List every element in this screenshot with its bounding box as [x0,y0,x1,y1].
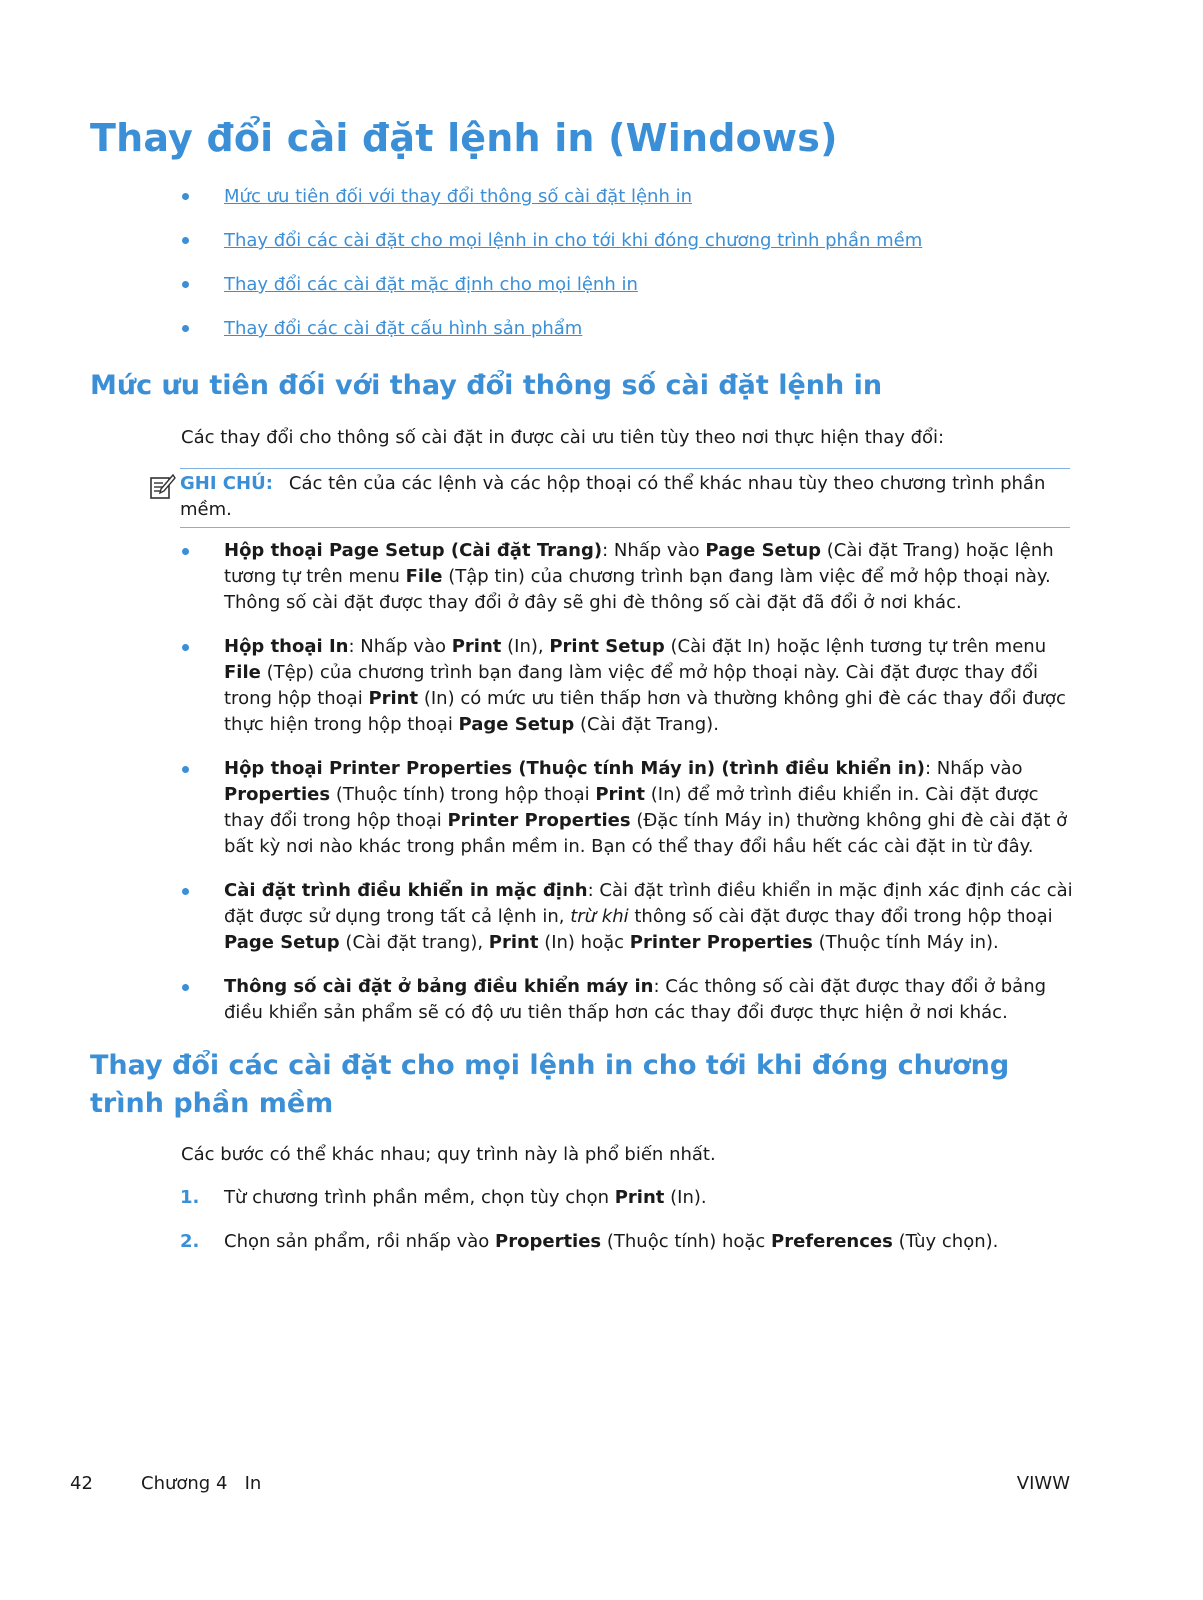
text-run: : Nhấp vào [602,540,706,561]
text-run: (In) để mở trình điều khiển in. Cài đặt được thay đổi trong hộp thoại [224,784,1039,831]
toc-item [180,229,922,273]
text-run: thông số cài đặt được thay đổi trong hộp thoại [628,906,1053,927]
step-number: 1. [180,1187,200,1208]
bullet-icon [182,644,189,651]
page-number: 42 [70,1473,93,1494]
section-intro: Các bước có thể khác nhau; quy trình này là phổ biến nhất. [181,1144,716,1165]
text-run: (Cài đặt trang), [339,932,489,953]
note-box [180,468,1070,528]
item-lead: Thông số cài đặt ở bảng điều khiển máy in [224,976,654,997]
toc-item [180,185,922,229]
priority-item [180,756,1075,860]
step-item [180,1185,998,1229]
section-heading-change-settings: Thay đổi các cài đặt cho mọi lệnh in cho tới khi đóng chương trình phần mềm [90,1050,1010,1119]
bullet-icon [182,984,189,991]
step-item [180,1229,998,1273]
bold-term: Properties [495,1231,602,1252]
bullet-icon [182,888,189,895]
text-run: (Tùy chọn). [892,1231,999,1252]
toc-link[interactable]: Thay đổi các cài đặt mặc định cho mọi lệnh in [224,274,638,295]
bold-term: Print Setup [549,636,665,657]
priority-list [180,538,1075,1044]
bold-term: Page Setup [458,714,575,735]
text-run: (Đặc tính Máy in) thường không ghi đè cài đặt ở bất kỳ nơi nào khác trong phần mềm in. Bạn có thể thay đổi hầu hết các cài đặt in từ đây. [224,810,1068,857]
text-run: (Thuộc tính) trong hộp thoại [330,784,596,805]
text-run: (Cài đặt Trang). [574,714,719,735]
bold-term: Print [451,636,502,657]
chapter-label: Chương 4 In [141,1473,262,1494]
bold-term: Print [595,784,646,805]
priority-item [180,878,1075,956]
text-run: (In) hoặc [538,932,630,953]
steps-list [180,1185,998,1273]
item-lead: Hộp thoại Page Setup (Cài đặt Trang) [224,540,603,561]
bullet-icon [182,548,189,555]
bold-term: Print [614,1187,665,1208]
toc-link[interactable]: Thay đổi các cài đặt cấu hình sản phẩm [224,318,583,339]
text-run: (In). [664,1187,707,1208]
text-run: Chọn sản phẩm, rồi nhấp vào [224,1231,496,1252]
item-lead: Hộp thoại Printer Properties (Thuộc tính Máy in) (trình điều khiển in) [224,758,925,779]
bold-term: Page Setup [224,932,340,953]
toc-link[interactable]: Thay đổi các cài đặt cho mọi lệnh in cho tới khi đóng chương trình phần mềm [224,230,923,251]
toc-item [180,273,922,317]
bold-term: Properties [224,784,331,805]
text-run: : Nhấp vào [348,636,452,657]
text-run: : Các thông số cài đặt được thay đổi ở bảng điều khiển sản phẩm sẽ có độ ưu tiên thấp hơn các thay đổi được thực hiện ở nơi khác. [224,976,1047,1023]
bold-term: File [405,566,443,587]
bullet-icon [182,325,189,332]
table-of-contents [180,185,922,361]
footer-right: VIWW [1016,1473,1070,1494]
step-number: 2. [180,1231,200,1252]
page-title: Thay đổi cài đặt lệnh in (Windows) [90,116,838,160]
bullet-icon [182,237,189,244]
item-lead: Hộp thoại In [224,636,349,657]
text-run: (Thuộc tính Máy in). [812,932,999,953]
section-heading-priority: Mức ưu tiên đối với thay đổi thông số cài đặt lệnh in [90,370,883,401]
priority-item [180,538,1075,616]
note-label: GHI CHÚ: [180,473,273,494]
text-run: (Cài đặt In) hoặc lệnh tương tự trên menu [664,636,1047,657]
text-run: (In) có mức ưu tiên thấp hơn và thường không ghi đè các thay đổi được thực hiện trong hộp thoại [224,688,1066,735]
item-lead: Cài đặt trình điều khiển in mặc định [224,880,588,901]
toc-item [180,317,922,361]
bold-term: Printer Properties [629,932,813,953]
text-run: : Nhấp vào [925,758,1023,779]
text-run: (In), [501,636,550,657]
note-text: Các tên của các lệnh và các hộp thoại có thể khác nhau tùy theo chương trình phần mềm. [180,473,1046,520]
text-run: trừ khi [570,906,629,927]
toc-link[interactable]: Mức ưu tiên đối với thay đổi thông số cài đặt lệnh in [224,186,692,207]
bold-term: Print [368,688,419,709]
priority-item [180,634,1075,738]
bold-term: Printer Properties [447,810,631,831]
text-run: (Cài đặt Trang) hoặc lệnh tương tự trên menu [224,540,1054,587]
text-run: Từ chương trình phần mềm, chọn tùy chọn [224,1187,615,1208]
bold-term: Print [488,932,539,953]
text-run: (Tập tin) của chương trình bạn đang làm việc để mở hộp thoại này. Thông số cài đặt được thay đổi ở đây sẽ ghi đè thông số cài đặt đã đổi ở nơi khác. [224,566,1051,613]
text-run: (Thuộc tính) hoặc [601,1231,772,1252]
bullet-icon [182,281,189,288]
bullet-icon [182,766,189,773]
bold-term: File [224,662,261,683]
section-intro: Các thay đổi cho thông số cài đặt in được cài ưu tiên tùy theo nơi thực hiện thay đổi: [181,427,945,448]
text-run: : Cài đặt trình điều khiển in mặc định xác định các cài đặt được sử dụng trong tất cả lệnh in, [224,880,1073,927]
priority-item [180,974,1075,1026]
bold-term: Page Setup [705,540,822,561]
note-icon [148,473,176,501]
bold-term: Preferences [771,1231,893,1252]
bullet-icon [182,193,189,200]
text-run: (Tệp) của chương trình bạn đang làm việc để mở hộp thoại này. Cài đặt được thay đổi trong hộp thoại [224,662,1038,709]
